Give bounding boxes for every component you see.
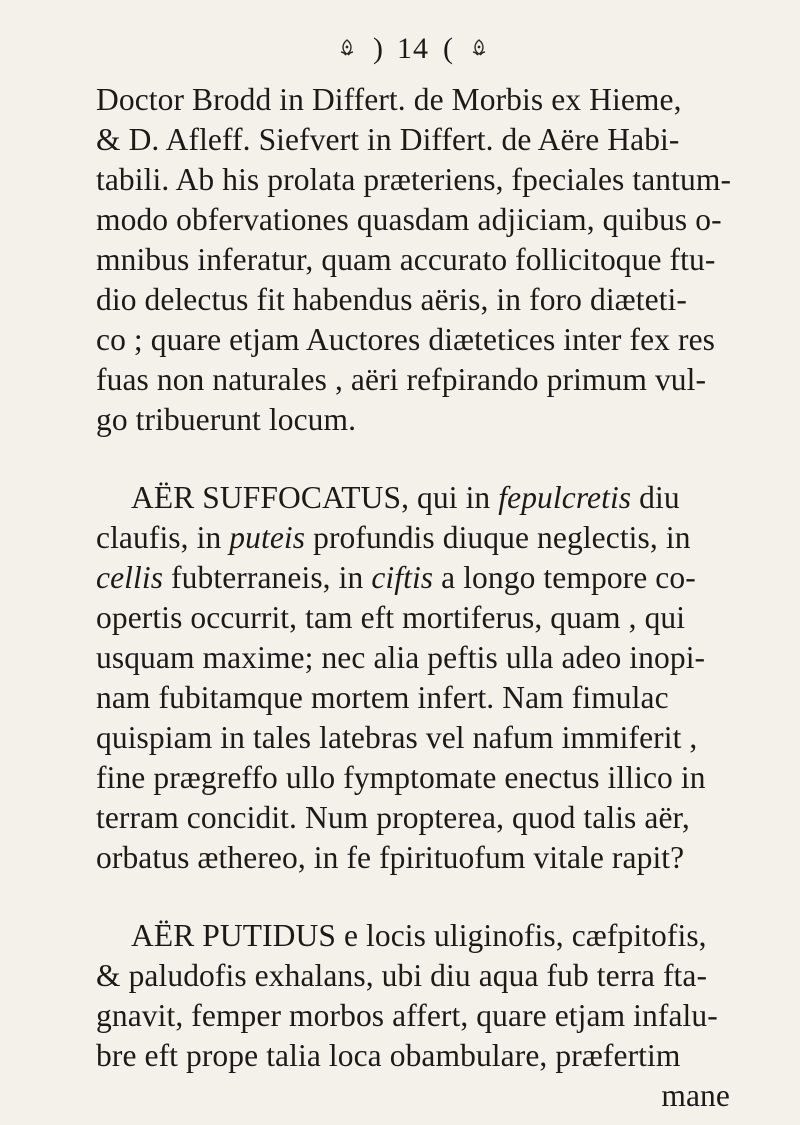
right-parenthesis: ( — [443, 32, 453, 65]
ornament-icon — [467, 37, 491, 61]
text-line: opertis occurrit, tam eft mortiferus, quam , qui — [96, 600, 686, 635]
ornament-icon — [335, 37, 359, 61]
page-number: 14 — [397, 32, 429, 65]
catchword: mane — [661, 1078, 730, 1113]
text-fragment: claufis, in — [96, 520, 230, 555]
text-line: usquam maxime; nec alia peftis ulla adeo inopi- — [96, 640, 706, 675]
text-line: quispiam in tales latebras vel nafum immiferit , — [96, 720, 698, 755]
main-text — [96, 80, 730, 1116]
text-line: tabili. Ab his prolata prӕteriens, fpeciales tantum- — [96, 162, 732, 197]
text-line: dio delectus fit habendus aëris, in foro diӕteti- — [96, 282, 688, 317]
left-parenthesis: ) — [373, 32, 383, 65]
paragraph-aer-putidus — [96, 916, 730, 1116]
text-fragment: a longo tempore co- — [433, 560, 696, 595]
text-line: nam fubitamque mortem infert. Nam fimulac — [96, 680, 669, 715]
running-head — [96, 22, 730, 76]
text-line: go tribuerunt locum. — [96, 402, 357, 437]
paragraph-intro — [96, 80, 730, 440]
text-line: Doctor Brodd in Differt. de Morbis ex Hieme, — [96, 82, 682, 117]
italic-term: puteis — [229, 520, 306, 555]
text-line: bre eft prope talia loca obambulare, prӕfertim — [96, 1038, 681, 1073]
text-line: gnavit, femper morbos affert, quare etjam infalu- — [96, 998, 718, 1033]
text-line: & D. Afleff. Siefvert in Differt. de Aëre Habi- — [96, 122, 680, 157]
text-fragment: profundis diuque neglectis, in — [305, 520, 691, 555]
text-line: co ; quare etjam Auctores diӕtetices inter fex res — [96, 322, 716, 357]
paragraph-aer-suffocatus — [96, 478, 730, 878]
italic-term: cellis — [96, 560, 164, 595]
italic-term: ciftis — [371, 560, 434, 595]
text-line: orbatus ӕthereo, in fe fpirituofum vitale rapit? — [96, 840, 685, 875]
italic-term: fepulcretis — [498, 480, 632, 515]
text-line — [96, 558, 730, 598]
text-line: AËR PUTIDUS e locis uliginofis, cӕfpitofis, — [131, 918, 707, 953]
text-line: fine prӕgreffo ullo fymptomate enectus illico in — [96, 760, 706, 795]
paragraph-lead: AËR SUFFOCATUS, qui in — [131, 480, 499, 515]
text-line: terram concidit. Num propterea, quod talis aër, — [96, 800, 690, 835]
text-line — [96, 518, 730, 558]
text-line: modo obfervationes quasdam adjiciam, quibus o- — [96, 202, 722, 237]
text-line — [96, 478, 730, 518]
text-line: & paludofis exhalans, ubi diu aqua fub terra fta- — [96, 958, 708, 993]
text-fragment: diu — [631, 480, 680, 515]
text-line: mnibus inferatur, quam accurato follicitoque ftu- — [96, 242, 716, 277]
text-fragment: fubterraneis, in — [163, 560, 372, 595]
text-line: fuas non naturales , aëri refpirando primum vul- — [96, 362, 707, 397]
